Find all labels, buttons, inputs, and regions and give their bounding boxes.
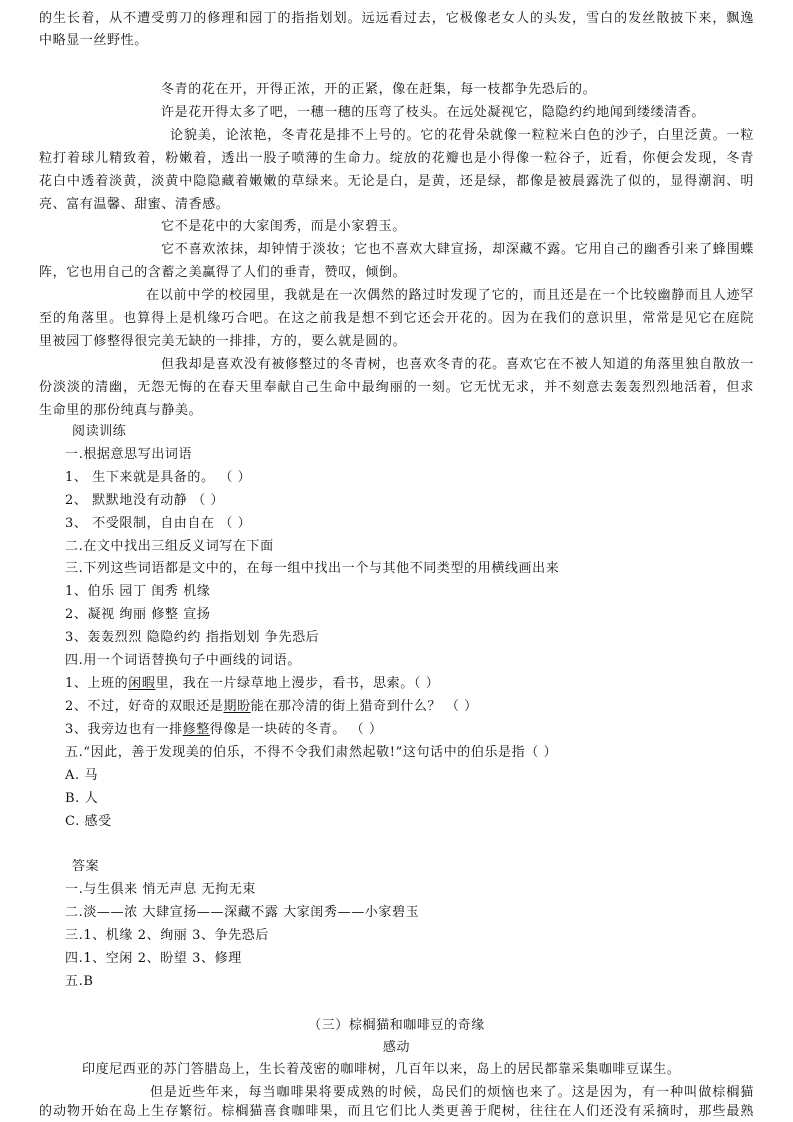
sentence-text: 能在那冷清的街上猎奇到什么？ （ ） (250, 699, 478, 714)
section-author: 感动 (382, 1040, 411, 1055)
question-1-item: 2、 默默地没有动静 （ ） (65, 493, 225, 508)
passage-line: 里被园丁修整得很完美无缺的一排排，方的，要么就是圆的。 (39, 334, 407, 349)
passage-line: 许是花开得太多了吧，一穗一穗的压弯了枝头。在远处凝视它，隐隐约约地闻到缕缕清香。 (161, 105, 706, 120)
section-paragraph-line: 但是近些年来，每当咖啡果将要成熟的时候，岛民们的烦恼也来了。这是因为，有一种叫做棕榈猫 (150, 1085, 754, 1100)
option-a: A. 马 (65, 768, 99, 783)
passage-line: 亮、富有温馨、甜蜜、清香感。 (39, 197, 230, 212)
answer-item: 三.1、机缘 2、绚丽 3、争先恐后 (65, 928, 270, 943)
question-5-heading: 五.“因此，善于发现美的伯乐，不得不令我们肃然起敬!”这句话中的伯乐是指（ ） (65, 745, 558, 760)
question-4-heading: 四.用一个词语替换句子中画线的词语。 (65, 653, 301, 668)
underlined-word: 修整 (182, 722, 210, 737)
question-2-heading: 二.在文中找出三组反义词写在下面 (65, 539, 274, 554)
question-4-item (65, 720, 383, 739)
sentence-text: 得像是一块砖的冬青。 （ ） (209, 722, 383, 737)
question-1-heading: 一.根据意思写出词语 (65, 447, 193, 462)
question-4-item (65, 674, 439, 693)
passage-line: 在以前中学的校园里，我就是在一次偶然的路过时发现了它的，而且还是在一个比较幽静而且人迹罕 (146, 288, 754, 303)
question-4-item (65, 697, 478, 716)
passage-line: 的生长着，从不遭受剪刀的修理和园丁的指指划划。远远看过去，它极像老女人的头发，雪白的发丝散披下来，飘逸 (39, 11, 754, 26)
section-paragraph-line: 的动物开始在岛上生存繁衍。棕榈猫喜食咖啡果，而且它们比人类更善于爬树，往往在人们还没有采摘时，那些最熟 (39, 1104, 754, 1119)
answer-item: 四.1、空闲 2、盼望 3、修理 (65, 951, 242, 966)
passage-line: 它不喜欢浓抹，却钟情于淡妆；它也不喜欢大肆宣扬，却深藏不露。它用自己的幽香引来了蜂围蝶 (161, 242, 754, 257)
passage-line: 花白中透着淡黄，淡黄中隐隐藏着嫩嫩的草绿来。无论是白，是黄，还是绿，都像是被晨露洗了似的，显得潮润、明 (39, 174, 754, 189)
sentence-text: 2、不过，好奇的双眼还是 (65, 699, 224, 714)
underlined-word: 闲暇 (128, 676, 156, 691)
question-1-item: 1、 生下来就是具备的。 （ ） (65, 470, 252, 485)
question-1-item: 3、 不受限制，自由自在 （ ） (65, 516, 252, 531)
question-3-item: 1、伯乐 园丁 闺秀 机缘 (65, 584, 211, 599)
exercise-title: 阅读训练 (72, 424, 127, 439)
answer-item: 二.淡——浓 大肆宣扬——深藏不露 大家闺秀——小家碧玉 (65, 905, 420, 920)
passage-line: 论貌美，论浓艳，冬青花是排不上号的。它的花骨朵就像一粒粒米白色的沙子，白里泛黄。一粒 (170, 128, 754, 143)
passage-line: 粒打着球儿精致着，粉嫩着，透出一股子喷薄的生命力。绽放的花瓣也是小得像一粒谷子，近看，你便会发现，冬青 (39, 151, 754, 166)
answers-title: 答案 (72, 859, 100, 874)
passage-line: 阵，它也用自己的含蓄之美赢得了人们的垂青，赞叹，倾倒。 (39, 265, 407, 280)
passage-line: 它不是花中的大家闺秀，而是小家碧玉。 (161, 219, 406, 234)
option-c: C. 感受 (65, 814, 112, 829)
answer-item: 一.与生俱来 悄无声息 无拘无束 (65, 882, 256, 897)
section-paragraph-line: 印度尼西亚的苏门答腊岛上，生长着茂密的咖啡树，几百年以来，岛上的居民都靠采集咖啡豆谋生。 (82, 1062, 681, 1077)
passage-line: 中略显一丝野性。 (39, 33, 148, 48)
section-title: （三）棕榈猫和咖啡豆的奇缘 (308, 1018, 485, 1033)
option-b: B. 人 (65, 791, 99, 806)
passage-line: 份淡淡的清幽，无怨无悔的在春天里奉献自己生命中最绚丽的一刻。它无忧无求，并不刻意去轰轰烈烈地活着，但求 (39, 380, 754, 395)
question-3-heading: 三.下列这些词语都是文中的，在每一组中找出一个与其他不同类型的用横线画出来 (65, 561, 560, 576)
question-3-item: 2、凝视 绚丽 修整 宣扬 (65, 607, 211, 622)
passage-line: 冬青的花在开，开得正浓，开的正紧，像在赶集，每一枝都争先恐后的。 (161, 82, 597, 97)
question-3-item: 3、轰轰烈烈 隐隐约约 指指划划 争先恐后 (65, 630, 320, 645)
underlined-word: 期盼 (223, 699, 251, 714)
answer-item: 五.B (65, 974, 94, 989)
sentence-text: 里，我在一片绿草地上漫步，看书，思索。（ ） (155, 676, 440, 691)
passage-line: 但我却是喜欢没有被修整过的冬青树，也喜欢冬青的花。喜欢它在不被人知道的角落里独自散放一 (161, 357, 754, 372)
passage-line: 至的角落里。也算得上是机缘巧合吧。在这之前我是想不到它还会开花的。因为在我们的意识里，常常是见它在庭院 (39, 311, 754, 326)
sentence-text: 1、上班的 (65, 676, 129, 691)
sentence-text: 3、我旁边也有一排 (65, 722, 183, 737)
passage-line: 生命里的那份纯真与静美。 (39, 403, 203, 418)
